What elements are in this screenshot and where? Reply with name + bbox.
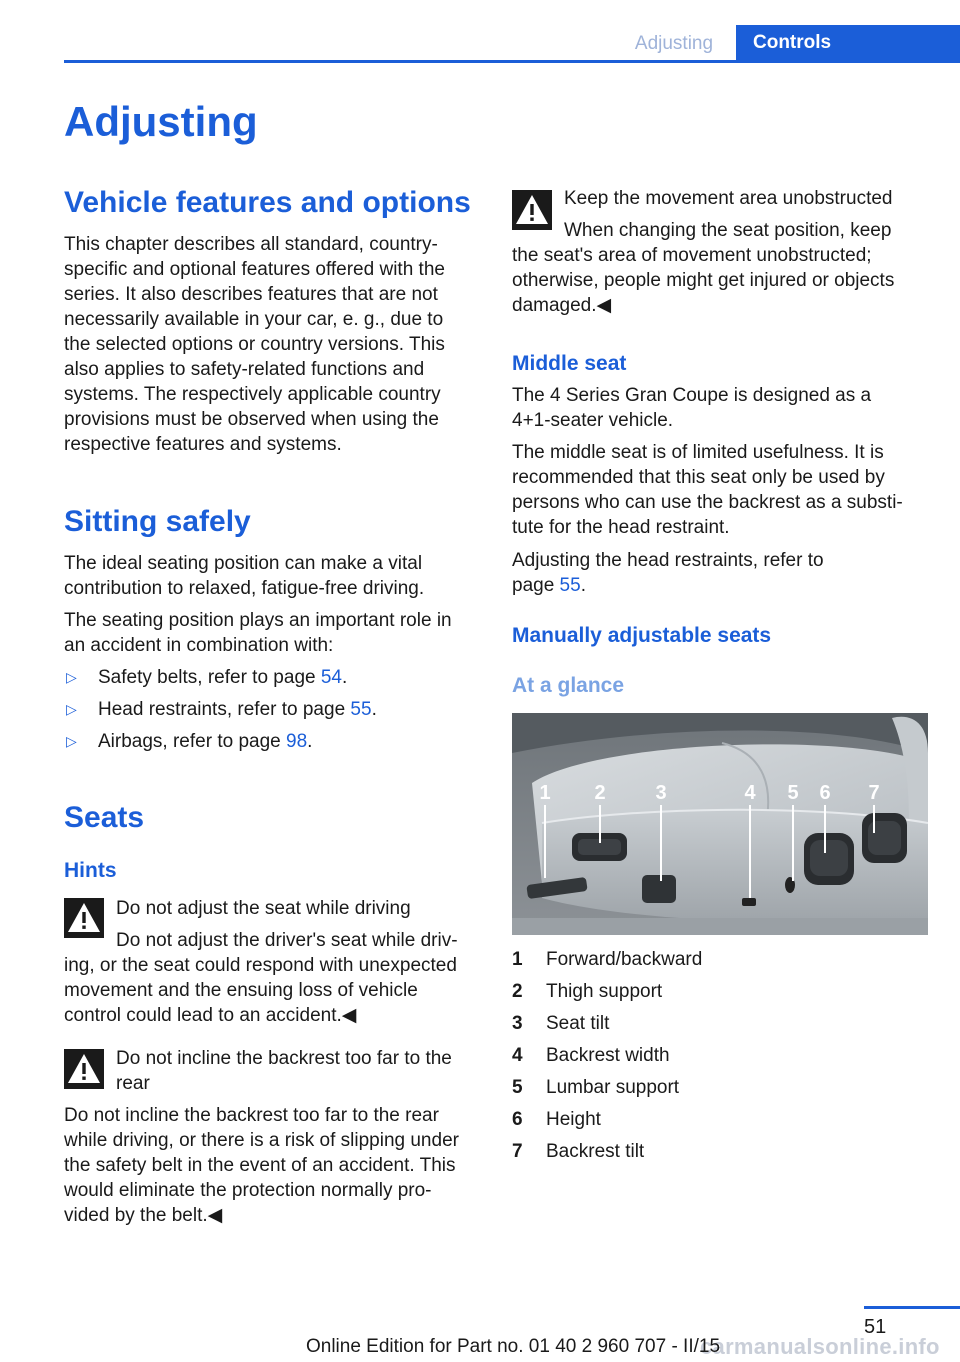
warning-icon <box>64 1049 104 1089</box>
page-link-54[interactable]: 54 <box>320 667 342 688</box>
page-link-55[interactable]: 55 <box>350 699 372 720</box>
middle-seat-paragraph-1: The 4 Series Gran Coupe is designed as a 4+1-seater vehicle. <box>512 385 872 431</box>
legend-item: 5 Lumbar support <box>512 1077 680 1098</box>
header-chapter-tab[interactable]: Controls <box>736 25 960 61</box>
middle-seat-paragraph-2: The middle seat is of limited usefulness. It is recommended that this seat only be used by persons who can use the backrest as a substi- tute for the head restraint. <box>512 442 903 538</box>
page-link-98[interactable]: 98 <box>286 731 308 752</box>
list-item: ▷ Airbags, refer to page 98. <box>66 731 313 752</box>
photo-callout: 4 <box>744 782 756 804</box>
page-number: 51 <box>864 1316 887 1338</box>
legend-item: 1 Forward/backward <box>512 949 703 970</box>
photo-callout: 5 <box>787 782 799 804</box>
triangle-bullet-icon: ▷ <box>66 669 77 685</box>
legend-item: 2 Thigh support <box>512 981 663 1002</box>
warning-text: ing, or the seat could respond with unexpected movement and the ensuing loss of vehicle control could lead to an accident.◀ <box>64 955 457 1026</box>
list-item: ▷ Safety belts, refer to page 54. <box>66 667 348 688</box>
sitting-safely-paragraph-2: The seating position plays an important role in an accident in combination with: <box>64 610 452 656</box>
photo-callout: 1 <box>539 782 551 804</box>
legend-item: 7 Backrest tilt <box>512 1141 645 1162</box>
heading-middle-seat: Middle seat <box>512 352 627 375</box>
page-link-55[interactable]: 55 <box>559 575 581 596</box>
header-section-tab[interactable]: Adjusting <box>634 33 714 54</box>
triangle-bullet-icon: ▷ <box>66 701 77 717</box>
chapter-title: Adjusting <box>64 98 258 145</box>
heading-sitting-safely: Sitting safely <box>64 505 251 538</box>
vehicle-features-paragraph: This chapter describes all standard, country- specific and optional features offered with the series. It also describes features that are not necessarily available in your car, e. g., due to the selected options or country versions. This also applies to safety-related functions and systems. The respectively applicable country provisions must be observed when using the respective features and systems. <box>64 234 445 455</box>
heading-manually-adjustable-seats: Manually adjustable seats <box>512 624 772 647</box>
warning-title: Keep the movement area unobstructed <box>564 188 893 209</box>
heading-seats: Seats <box>64 801 145 834</box>
warning-text: the seat's area of movement unobstructed; otherwise, people might get injured or objects damaged.◀ <box>512 245 895 316</box>
warning-title: Do not incline the backrest too far to the rear <box>116 1048 452 1094</box>
photo-callout: 7 <box>868 782 880 804</box>
photo-callout: 6 <box>819 782 831 804</box>
warning-title: Do not adjust the seat while driving <box>116 898 411 919</box>
heading-vehicle-features: Vehicle features and options <box>64 186 471 219</box>
photo-callout: 2 <box>594 782 606 804</box>
legend-item: 4 Backrest width <box>512 1045 670 1066</box>
list-item: ▷ Head restraints, refer to page 55. <box>66 699 377 720</box>
footer-edition: Online Edition for Part no. 01 40 2 960 707 - II/15 <box>305 1336 721 1357</box>
middle-seat-paragraph-3: Adjusting the head restraints, refer to page 55. <box>512 550 824 596</box>
warning-text-first-line: Do not adjust the driver's seat while driv- <box>116 930 458 951</box>
header-rule <box>64 60 960 63</box>
heading-at-a-glance: At a glance <box>512 674 625 697</box>
seat-controls-photo <box>512 713 928 935</box>
triangle-bullet-icon: ▷ <box>66 733 77 749</box>
warning-text: Do not incline the backrest too far to the rear while driving, or there is a risk of slipping under the safety belt in the event of an accident. This would eliminate the protection normally pro- vided by the belt.◀ <box>64 1105 459 1226</box>
photo-callout: 3 <box>655 782 667 804</box>
heading-hints: Hints <box>64 859 117 882</box>
warning-text-first-line: When changing the seat position, keep <box>564 220 892 241</box>
footer-rule <box>864 1306 960 1309</box>
legend-item: 3 Seat tilt <box>512 1013 610 1034</box>
sitting-safely-paragraph-1: The ideal seating position can make a vital contribution to relaxed, fatigue-free driving. <box>64 553 425 599</box>
legend-item: 6 Height <box>512 1109 601 1130</box>
warning-icon <box>64 898 104 938</box>
watermark: carmanualsonline.info <box>700 1334 940 1359</box>
warning-icon <box>512 190 552 230</box>
